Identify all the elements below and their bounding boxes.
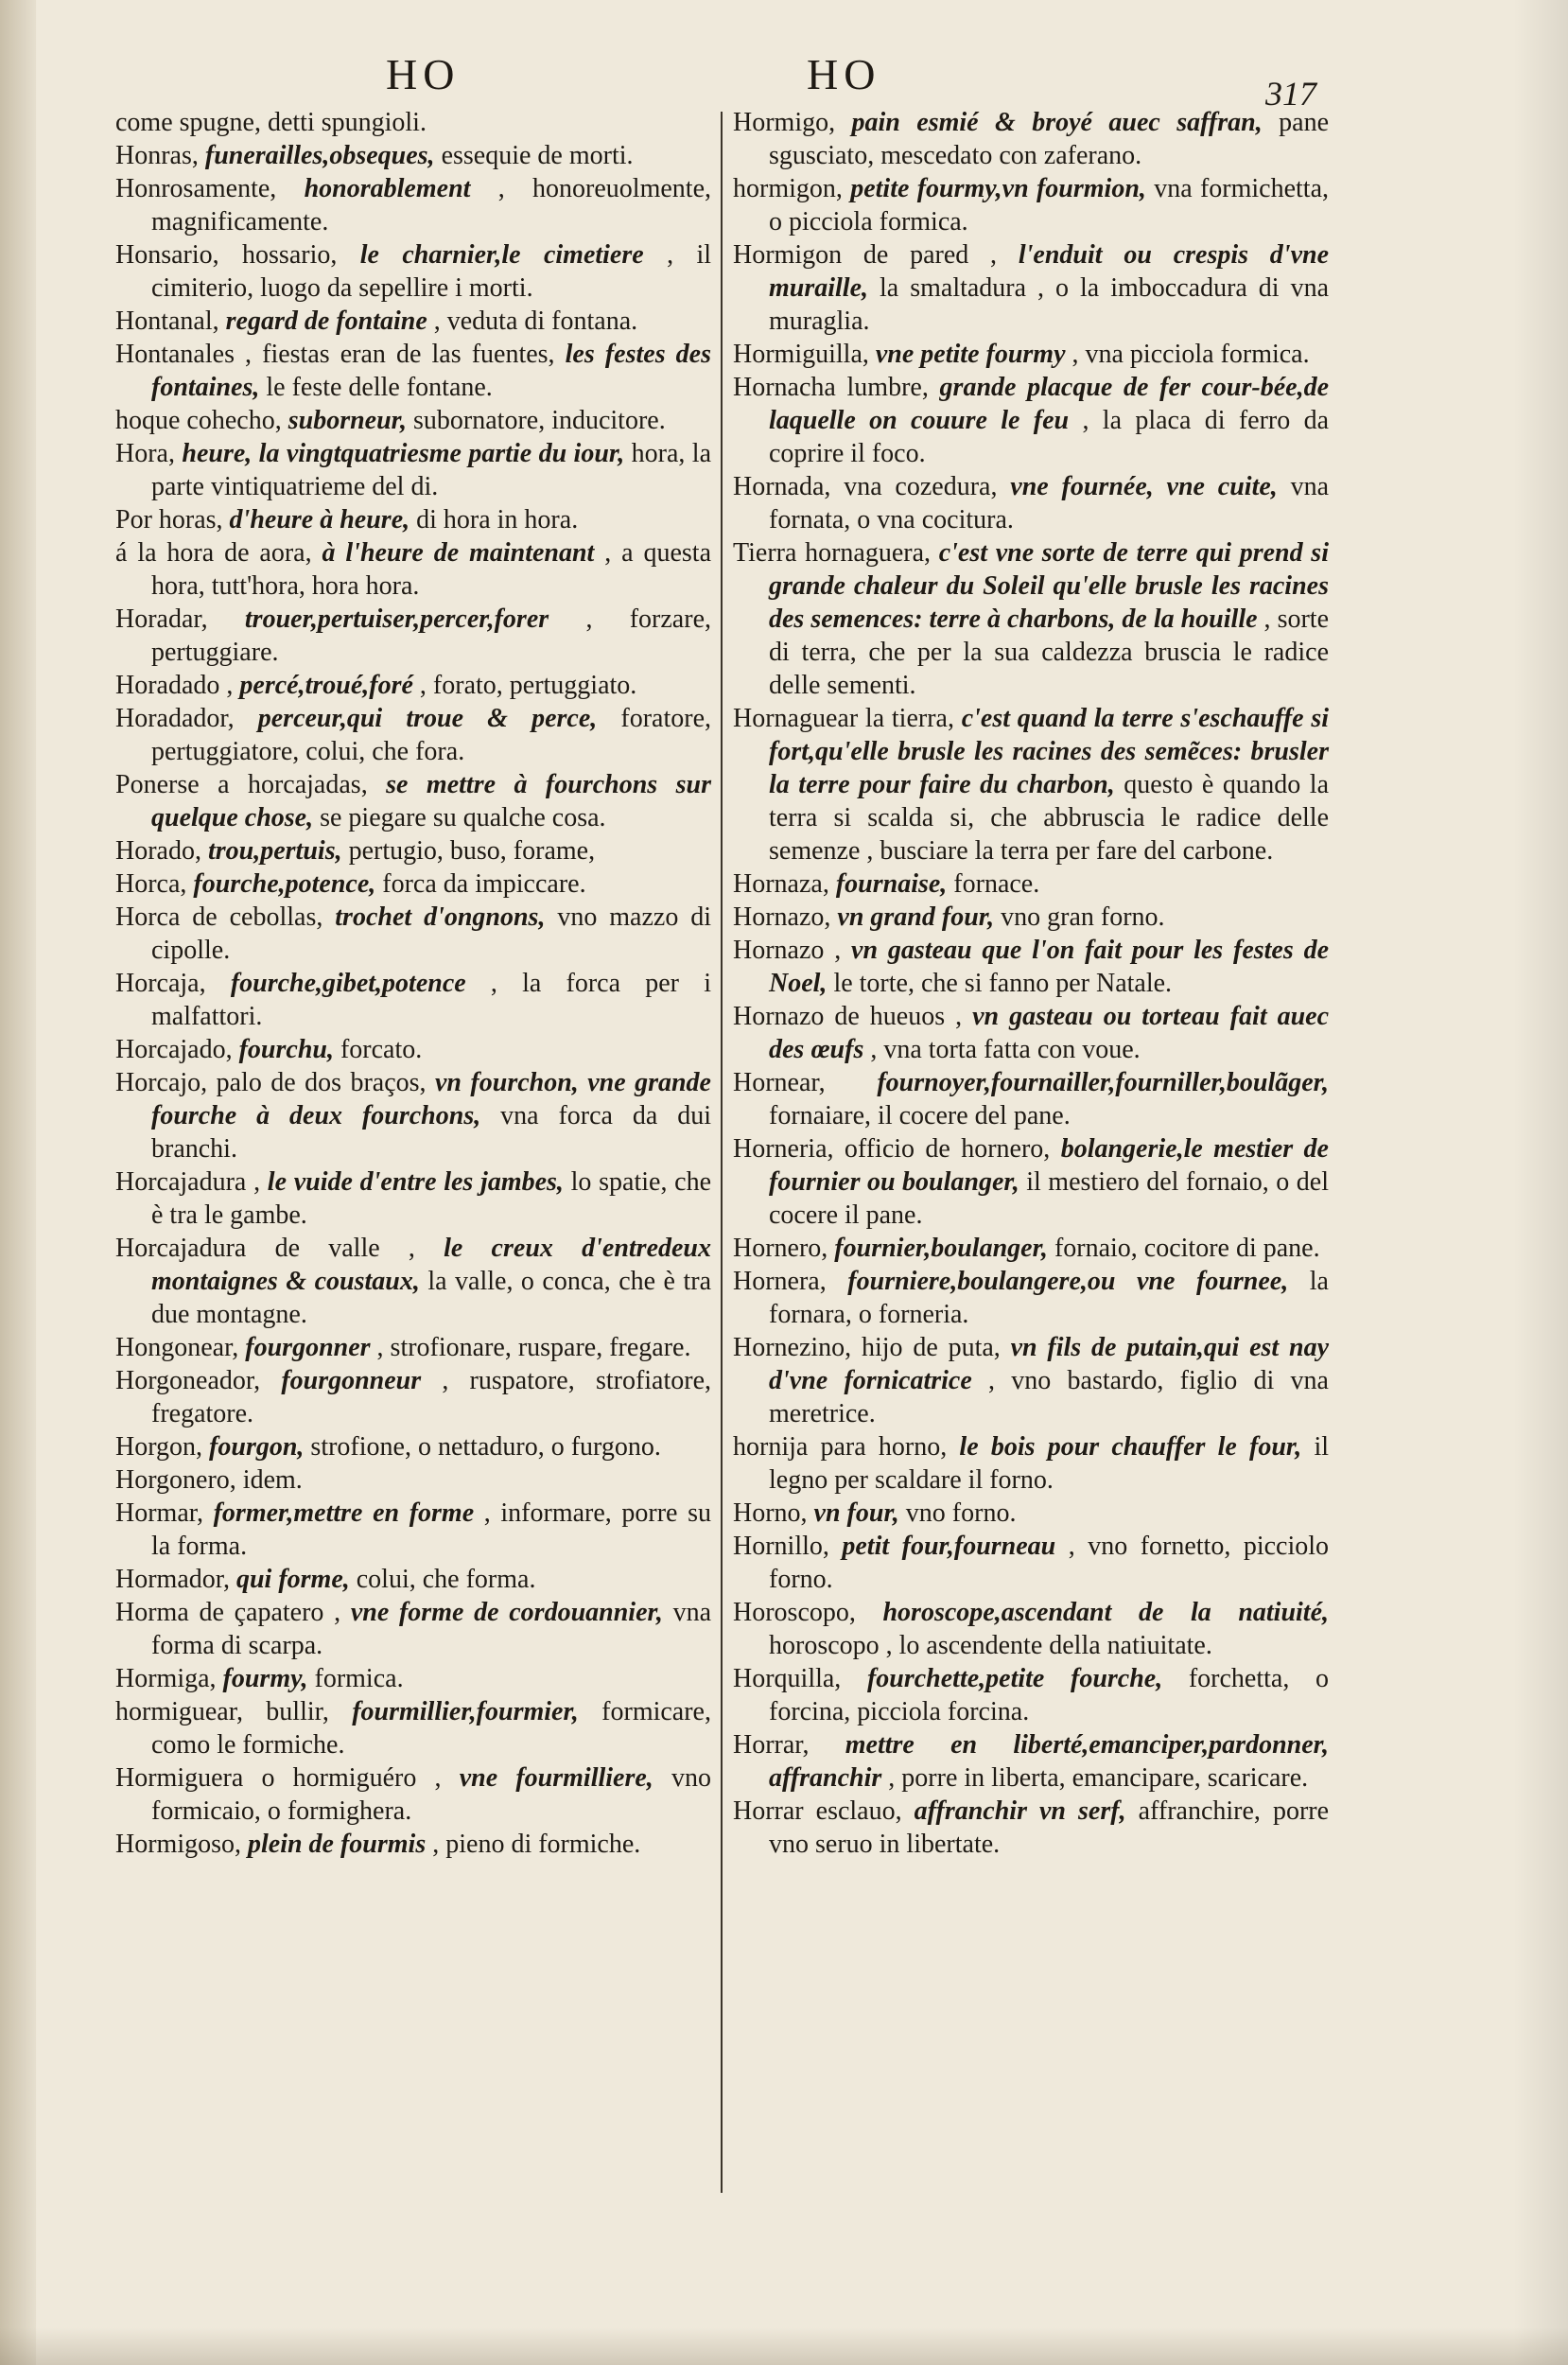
entry-headword: Horcaja, — [115, 969, 206, 998]
entry-italian-gloss: , forzare, pertuggiare. — [151, 604, 711, 667]
entry-french-gloss: qui forme, — [235, 1565, 350, 1594]
entry-headword: Hornezino, hijo de puta, — [733, 1333, 1001, 1362]
entry-headword: Hornear, — [733, 1068, 826, 1097]
dictionary-entry — [115, 106, 711, 139]
entry-italian-gloss: vno forno. — [905, 1498, 1017, 1528]
entry-french-gloss: former,mettre en forme — [213, 1498, 475, 1528]
entry-french-gloss: fourchu, — [238, 1035, 334, 1064]
dictionary-entry — [115, 437, 711, 503]
entry-french-gloss: vn fourchon, vne grande fourche à deux fourchons, — [151, 1068, 711, 1130]
entry-italian-gloss: , honoreuolmente, magnificamente. — [151, 174, 711, 236]
entry-french-gloss: d'heure à heure, — [229, 505, 410, 534]
dictionary-entry — [733, 1066, 1329, 1132]
entry-french-gloss: fourche,gibet,potence — [230, 969, 466, 998]
entry-italian-gloss: horoscopo , lo ascendente della natiuitate. — [769, 1631, 1212, 1660]
entry-french-gloss: fourchette,petite fourche, — [866, 1664, 1163, 1693]
dictionary-entry — [115, 1596, 711, 1662]
dictionary-entry — [115, 1364, 711, 1430]
entry-headword: Hormiguera o hormiguéro , — [115, 1763, 442, 1793]
entry-italian-gloss: , il cimiterio, luogo da sepellire i morti. — [151, 240, 712, 303]
entry-headword: Horcajadura de valle , — [115, 1234, 415, 1263]
entry-french-gloss: le creux d'entredeux montaignes & coustaux, — [151, 1234, 711, 1296]
entry-headword: Horadado , — [115, 671, 234, 700]
entry-headword: Hormiga, — [115, 1664, 217, 1693]
dictionary-entry — [115, 1066, 711, 1165]
entry-headword: Horadar, — [115, 604, 208, 634]
entry-italian-gloss: forcato. — [340, 1035, 423, 1064]
dictionary-entry — [733, 1232, 1329, 1265]
entry-italian-gloss: la fornara, o forneria. — [769, 1267, 1329, 1329]
entry-italian-gloss: , a questa hora, tutt'hora, hora hora. — [151, 538, 712, 601]
entry-italian-gloss: vna formichetta, o picciola formica. — [769, 174, 1330, 236]
dictionary-entry — [115, 1563, 711, 1596]
dictionary-entry — [733, 371, 1329, 470]
entry-headword: Hornaguear la tierra, — [733, 704, 954, 733]
entry-italian-gloss: il mestiero del fornaio, o del cocere il pane. — [769, 1167, 1329, 1230]
entry-headword: Hornillo, — [733, 1532, 829, 1561]
entry-french-gloss: c'est vne sorte de terre qui prend si grande chaleur du Soleil qu'elle brusle les racines des semences: terre à charbons, de la houille — [769, 538, 1329, 634]
entry-french-gloss: l'enduit ou crespis d'vne muraille, — [769, 240, 1330, 303]
entry-italian-gloss: , porre in liberta, emancipare, scaricare. — [888, 1763, 1309, 1793]
entry-italian-gloss: , pieno di formiche. — [432, 1830, 641, 1859]
entry-italian-gloss: fornaiare, il cocere del pane. — [769, 1101, 1071, 1130]
entry-french-gloss: grande placque de fer cour-bée,de laquelle on couure le feu — [769, 373, 1330, 435]
entry-french-gloss: le charnier,le cimetiere — [359, 240, 644, 270]
entry-headword: Honrosamente, — [115, 174, 277, 203]
dictionary-entry — [115, 1165, 711, 1232]
entry-french-gloss: le bois pour chauffer le four, — [959, 1432, 1302, 1462]
entry-headword: Hormiguilla, — [733, 340, 869, 369]
dictionary-entry — [115, 1497, 711, 1563]
entry-french-gloss: vn grand four, — [837, 902, 995, 932]
entry-headword: Horadador, — [115, 704, 235, 733]
entry-french-gloss: trochet d'ongnons, — [335, 902, 546, 932]
dictionary-entry — [733, 702, 1329, 867]
entry-headword: Hornacha lumbre, — [733, 373, 929, 402]
dictionary-entry — [115, 1463, 711, 1497]
dictionary-entry — [115, 768, 711, 834]
entry-headword: hormiguear, bullir, — [115, 1697, 329, 1726]
dictionary-entry — [733, 1331, 1329, 1430]
entry-italian-gloss: colui, che forma. — [356, 1565, 536, 1594]
dictionary-entry — [733, 106, 1329, 172]
dictionary-entry — [115, 338, 711, 404]
entry-headword: Hongonear, — [115, 1333, 239, 1362]
entry-italian-gloss: foratore, pertuggiatore, colui, che fora. — [151, 704, 712, 766]
entry-french-gloss: vn gasteau ou torteau fait auec des œufs — [769, 1002, 1330, 1064]
entry-headword: Horcajado, — [115, 1035, 233, 1064]
entry-italian-gloss: formicare, como le formiche. — [151, 1697, 711, 1760]
entry-italian-gloss: la smaltadura , o la imboccadura di vna muraglia. — [769, 273, 1330, 336]
entry-headword: Hontanal, — [115, 307, 219, 336]
entry-headword: Horma de çapatero , — [115, 1598, 341, 1627]
dictionary-entry — [115, 867, 711, 901]
entry-french-gloss: vne fourmilliere, — [459, 1763, 653, 1793]
entry-french-gloss: vne fournée, vne cuite, — [1010, 472, 1278, 501]
entry-french-gloss: honorablement — [304, 174, 471, 203]
entry-italian-gloss: , vna picciola formica. — [1071, 340, 1310, 369]
entry-headword: hornija para horno, — [733, 1432, 948, 1462]
entry-italian-gloss: le feste delle fontane. — [266, 373, 493, 402]
entry-headword: Honsario, hossario, — [115, 240, 338, 270]
entry-french-gloss: fournier,boulanger, — [834, 1234, 1048, 1263]
entry-italian-gloss: vna fornata, o vna cocitura. — [769, 472, 1330, 534]
entry-headword: Hormigoso, — [115, 1830, 241, 1859]
dictionary-entry — [115, 1695, 711, 1761]
entry-italian-gloss: pertugio, buso, forame, — [348, 836, 596, 866]
entry-french-gloss: fourgonner — [245, 1333, 371, 1362]
entry-french-gloss: horoscope,ascendant de la natiuité, — [882, 1598, 1330, 1627]
dictionary-entry — [733, 172, 1329, 238]
dictionary-entry — [115, 503, 711, 536]
column-divider — [721, 112, 723, 2193]
entry-headword: Hontanales , fiestas eran de las fuentes, — [115, 340, 555, 369]
entry-italian-gloss: essequie de morti. — [441, 141, 634, 170]
entry-italian-gloss: vno mazzo di cipolle. — [151, 902, 712, 965]
entry-french-gloss: à l'heure de maintenant — [322, 538, 595, 568]
entry-headword: Hornada, vna cozedura, — [733, 472, 998, 501]
entry-italian-gloss: , la placa di ferro da coprire il foco. — [769, 406, 1330, 468]
entry-italian-gloss: il legno per scaldare il forno. — [769, 1432, 1330, 1495]
entry-italian-gloss: formica. — [314, 1664, 404, 1693]
entry-headword: Horcajadura , — [115, 1167, 261, 1197]
entry-italian-gloss: , vna torta fatta con voue. — [870, 1035, 1141, 1064]
entry-headword: Horrar, — [733, 1730, 810, 1760]
entry-french-gloss: se mettre à fourchons sur quelque chose, — [151, 770, 712, 832]
dictionary-entry — [115, 901, 711, 967]
entry-french-gloss: plein de fourmis — [248, 1830, 427, 1859]
dictionary-entry — [115, 1232, 711, 1331]
entry-italian-gloss: forchetta, o forcina, picciola forcina. — [769, 1664, 1329, 1726]
entry-italian-gloss: subornatore, inducitore. — [413, 406, 666, 435]
entry-italian-gloss: vno formicaio, o formighera. — [151, 1763, 712, 1826]
entry-italian-gloss: affranchire, porre vno seruo in libertate. — [769, 1796, 1330, 1859]
entry-headword: Horrar esclauo, — [733, 1796, 902, 1826]
entry-french-gloss: vn four, — [813, 1498, 899, 1528]
entry-headword: Horca de cebollas, — [115, 902, 323, 932]
entry-french-gloss: fourche,potence, — [193, 869, 376, 899]
dictionary-entry — [115, 139, 711, 172]
entry-french-gloss: fourmillier,fourmier, — [352, 1697, 579, 1726]
entry-italian-gloss: forca da impiccare. — [382, 869, 586, 899]
entry-headword: Tierra hornaguera, — [733, 538, 932, 568]
dictionary-entry — [115, 1662, 711, 1695]
entry-headword: Hornero, — [733, 1234, 828, 1263]
entry-headword: Horado, — [115, 836, 201, 866]
dictionary-entry — [733, 934, 1329, 1000]
entry-headword: Hormigon de pared , — [733, 240, 998, 270]
dictionary-entry — [115, 1761, 711, 1828]
entry-headword: Ponerse a horcajadas, — [115, 770, 368, 799]
entry-french-gloss: bolangerie,le mestier de fournier ou boulanger, — [769, 1134, 1329, 1197]
entry-headword: Por horas, — [115, 505, 223, 534]
entry-french-gloss: c'est quand la terre s'eschauffe si fort,qu'elle brusle les racines des semẽces: brusler la terre pour faire du charbon, — [769, 704, 1330, 799]
dictionary-entry — [115, 702, 711, 768]
entry-headword: Hormador, — [115, 1565, 230, 1594]
entry-italian-gloss: , vno fornetto, picciolo forno. — [769, 1532, 1330, 1594]
entry-italian-gloss: , vno bastardo, figlio di vna meretrice. — [769, 1366, 1329, 1428]
entry-headword: Hornazo de hueuos , — [733, 1002, 963, 1031]
entry-headword: á la hora de aora, — [115, 538, 312, 568]
dictionary-entry — [733, 867, 1329, 901]
entry-french-gloss: percé,troué,foré — [239, 671, 413, 700]
entry-italian-gloss: lo spatie, che è tra le gambe. — [151, 1167, 712, 1230]
dictionary-entry — [733, 1000, 1329, 1066]
entry-french-gloss: fourgon, — [209, 1432, 305, 1462]
entry-italian-gloss: vna forca da dui branchi. — [151, 1101, 712, 1164]
dictionary-entry — [733, 901, 1329, 934]
entry-headword: Hormar, — [115, 1498, 203, 1528]
entry-french-gloss: petite fourmy,vn fourmion, — [850, 174, 1146, 203]
dictionary-entry — [115, 669, 711, 702]
dictionary-entry — [733, 1728, 1329, 1795]
entry-headword: Hormigo, — [733, 108, 836, 137]
entry-french-gloss: perceur,qui troue & perce, — [257, 704, 598, 733]
entry-italian-gloss: fornace. — [953, 869, 1040, 899]
entry-italian-gloss: come spugne, detti spungioli. — [115, 108, 427, 137]
dictionary-entry — [733, 1662, 1329, 1728]
entry-french-gloss: fourmy, — [222, 1664, 308, 1693]
entry-french-gloss: pain esmié & broyé auec saffran, — [851, 108, 1263, 137]
dictionary-entry — [733, 1795, 1329, 1861]
dictionary-entry — [115, 172, 711, 238]
entry-italian-gloss: , veduta di fontana. — [433, 307, 638, 336]
entry-headword: Hora, — [115, 439, 175, 468]
entry-italian-gloss: vna forma di scarpa. — [151, 1598, 712, 1660]
dictionary-entry — [115, 1828, 711, 1861]
entry-italian-gloss: , strofionare, ruspare, fregare. — [376, 1333, 691, 1362]
entry-headword: Horgon, — [115, 1432, 203, 1462]
entry-headword: Horgoneador, — [115, 1366, 261, 1395]
left-column — [115, 106, 711, 1861]
dictionary-entry — [733, 536, 1329, 702]
entry-french-gloss: suborneur, — [287, 406, 408, 435]
dictionary-entry — [115, 238, 711, 305]
entry-french-gloss: fourniere,boulangere,ou vne fournee, — [847, 1267, 1289, 1296]
entry-french-gloss: les festes des fontaines, — [151, 340, 712, 402]
entry-headword: Horca, — [115, 869, 187, 899]
entry-italian-gloss: idem. — [242, 1465, 303, 1495]
dictionary-entry — [733, 1430, 1329, 1497]
entry-french-gloss: heure, la vingtquatriesme partie du iour, — [182, 439, 625, 468]
running-head-left: HO — [386, 50, 461, 98]
page-number: 317 — [1265, 75, 1316, 113]
entry-italian-gloss: la valle, o conca, che è tra due montagne. — [151, 1267, 712, 1329]
entry-headword: Horno, — [733, 1498, 808, 1528]
entry-french-gloss: petit four,fourneau — [842, 1532, 1056, 1561]
dictionary-entry — [115, 1033, 711, 1066]
dictionary-entry — [733, 470, 1329, 536]
running-head-right: HO — [807, 50, 881, 98]
entry-french-gloss: vn fils de putain,qui est nay d'vne fornicatrice — [769, 1333, 1330, 1395]
entry-italian-gloss: di hora in hora. — [416, 505, 579, 534]
entry-french-gloss: le vuide d'entre les jambes, — [267, 1167, 564, 1197]
dictionary-entry — [115, 967, 711, 1033]
entry-french-gloss: fournoyer,fournailler,fourniller,boulãger, — [877, 1068, 1329, 1097]
entry-french-gloss: vne petite fourmy — [875, 340, 1066, 369]
dictionary-entry — [115, 1331, 711, 1364]
dictionary-entry — [733, 238, 1329, 338]
entry-french-gloss: funerailles,obseques, — [204, 141, 435, 170]
entry-italian-gloss: strofione, o nettaduro, o furgono. — [310, 1432, 661, 1462]
entry-italian-gloss: pane sgusciato, mescedato con zaferano. — [769, 108, 1330, 170]
entry-italian-gloss: questo è quando la terra si scalda si, che abbruscia le radice delle semenze , busciare la terra per fare del carbone. — [769, 770, 1330, 866]
page-bottom-shadow — [0, 2327, 1568, 2365]
dictionary-entry — [115, 404, 711, 437]
entry-headword: Hornazo , — [733, 936, 842, 965]
entry-headword: Hornazo, — [733, 902, 831, 932]
entry-italian-gloss: , sorte di terra, che per la sua caldezza bruscia le radice delle sementi. — [769, 604, 1329, 700]
entry-french-gloss: mettre en liberté,emanciper,pardonner, affranchir — [769, 1730, 1330, 1793]
entry-headword: Hornera, — [733, 1267, 827, 1296]
entry-french-gloss: fournaise, — [835, 869, 948, 899]
entry-french-gloss: fourgonneur — [281, 1366, 422, 1395]
entry-headword: Horquilla, — [733, 1664, 842, 1693]
entry-french-gloss: vne forme de cordouannier, — [350, 1598, 663, 1627]
entry-italian-gloss: le torte, che si fanno per Natale. — [833, 969, 1173, 998]
entry-french-gloss: regard de fontaine — [225, 307, 427, 336]
dictionary-entry — [115, 834, 711, 867]
dictionary-entry — [733, 1530, 1329, 1596]
entry-italian-gloss: , la forca per i malfattori. — [151, 969, 711, 1031]
dictionary-entry — [115, 536, 711, 603]
entry-italian-gloss: , ruspatore, strofiatore, fregatore. — [151, 1366, 711, 1428]
dictionary-entry — [733, 1265, 1329, 1331]
entry-headword: hoque cohecho, — [115, 406, 282, 435]
dictionary-entry — [733, 1497, 1329, 1530]
entry-italian-gloss: hora, la parte vintiquatrieme del di. — [151, 439, 712, 501]
dictionary-entry — [115, 305, 711, 338]
entry-french-gloss: trou,pertuis, — [207, 836, 342, 866]
entry-headword: Honras, — [115, 141, 199, 170]
entry-italian-gloss: , forato, pertuggiato. — [419, 671, 637, 700]
dictionary-entry — [115, 603, 711, 669]
entry-italian-gloss: se piegare su qualche cosa. — [320, 803, 606, 832]
entry-headword: Horgonero, — [115, 1465, 236, 1495]
entry-italian-gloss: fornaio, cocitore di pane. — [1054, 1234, 1320, 1263]
entry-italian-gloss: vno gran forno. — [1001, 902, 1165, 932]
dictionary-entry — [115, 1430, 711, 1463]
entry-french-gloss: vn gasteau que l'on fait pour les festes de Noel, — [769, 936, 1330, 998]
entry-headword: hormigon, — [733, 174, 843, 203]
dictionary-entry — [733, 1132, 1329, 1232]
dictionary-entry — [733, 1596, 1329, 1662]
entry-french-gloss: trouer,pertuiser,percer,forer — [244, 604, 549, 634]
entry-italian-gloss: , informare, porre su la forma. — [151, 1498, 711, 1561]
right-column — [733, 106, 1329, 1861]
entry-headword: Horneria, officio de hornero, — [733, 1134, 1051, 1164]
entry-headword: Horoscopo, — [733, 1598, 856, 1627]
entry-headword: Hornaza, — [733, 869, 829, 899]
page-gutter-shadow — [0, 0, 36, 2365]
entry-headword: Horcajo, palo de dos braços, — [115, 1068, 427, 1097]
entry-french-gloss: affranchir vn serf, — [914, 1796, 1126, 1826]
dictionary-entry — [733, 338, 1329, 371]
